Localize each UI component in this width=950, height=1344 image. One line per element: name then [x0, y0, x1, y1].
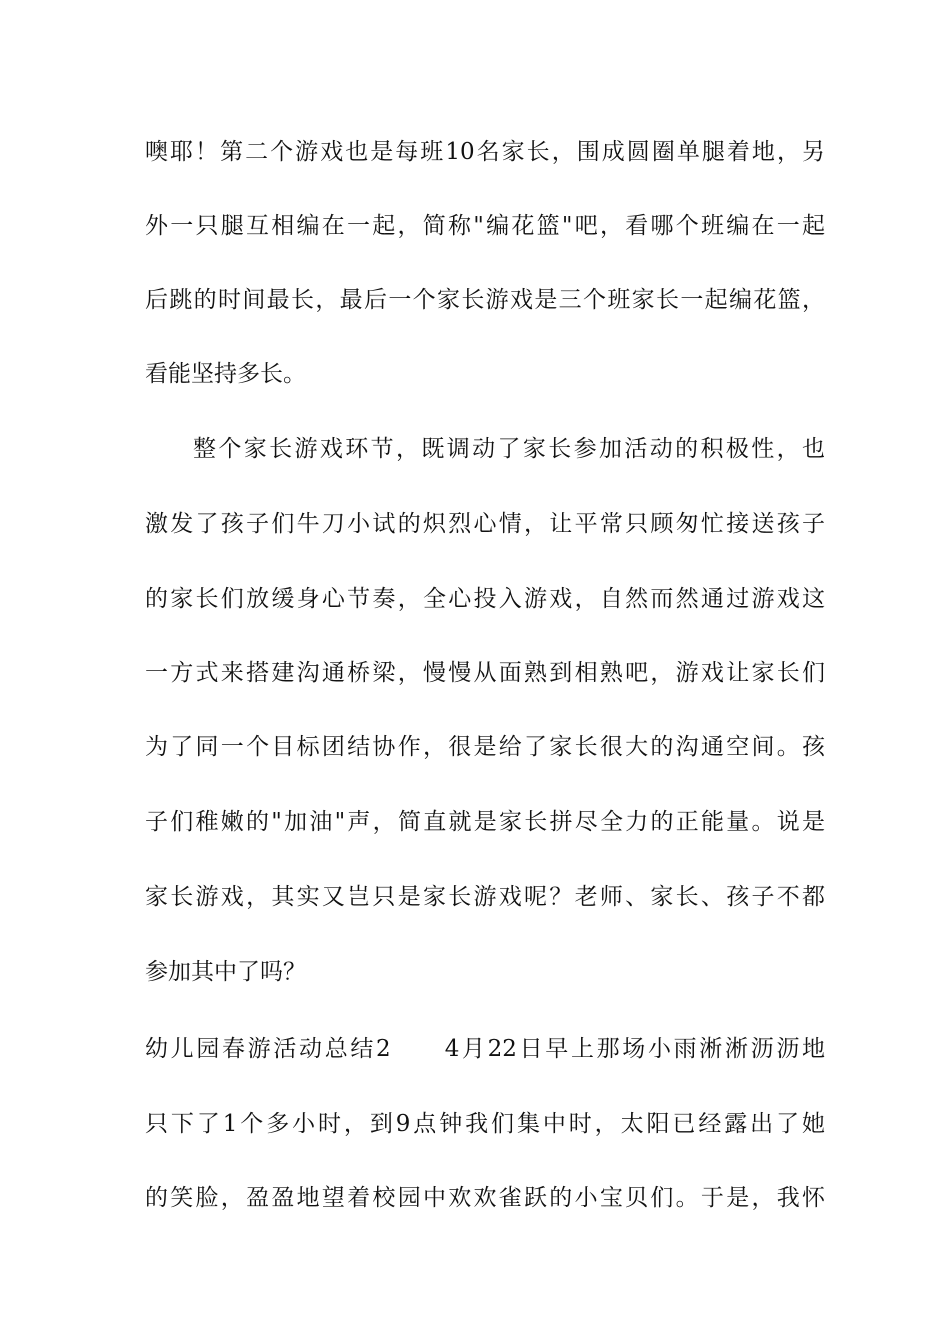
text-line-12: 参加其中了吗？: [145, 959, 306, 985]
text-line-1: 噢耶！第二个游戏也是每班10名家长，围成圆圈单腿着地，另: [145, 139, 825, 165]
text-line-5: 整个家长游戏环节，既调动了家长参加活动的积极性，也: [193, 436, 825, 462]
text-line-6: 激发了孩子们牛刀小试的炽烈心情，让平常只顾匆忙接送孩子: [145, 511, 825, 537]
text-line-7: 的家长们放缓身心节奏，全心投入游戏，自然而然通过游戏这: [145, 586, 825, 612]
text-line-8: 一方式来搭建沟通桥梁，慢慢从面熟到相熟吧，游戏让家长们: [145, 660, 825, 686]
text-line-14: 只下了1个多小时，到9点钟我们集中时，太阳已经露出了她: [145, 1111, 825, 1137]
text-line-15: 的笑脸，盈盈地望着校园中欢欢雀跃的小宝贝们。于是，我怀: [145, 1185, 825, 1211]
text-line-3: 后跳的时间最长，最后一个家长游戏是三个班家长一起编花篮，: [145, 287, 825, 313]
text-line-2: 外一只腿互相编在一起，简称"编花篮"吧，看哪个班编在一起: [145, 213, 825, 239]
text-line-9: 为了同一个目标团结协作，很是给了家长很大的沟通空间。孩: [145, 734, 825, 760]
text-line-10: 子们稚嫩的"加油"声，简直就是家长拼尽全力的正能量。说是: [145, 809, 825, 835]
section-heading-line: 幼儿园春游活动总结2 4月22日早上那场小雨淅淅沥沥地: [145, 1036, 825, 1062]
text-line-11: 家长游戏，其实又岂只是家长游戏呢？老师、家长、孩子不都: [145, 884, 825, 910]
text-line-4: 看能坚持多长。: [145, 361, 306, 387]
